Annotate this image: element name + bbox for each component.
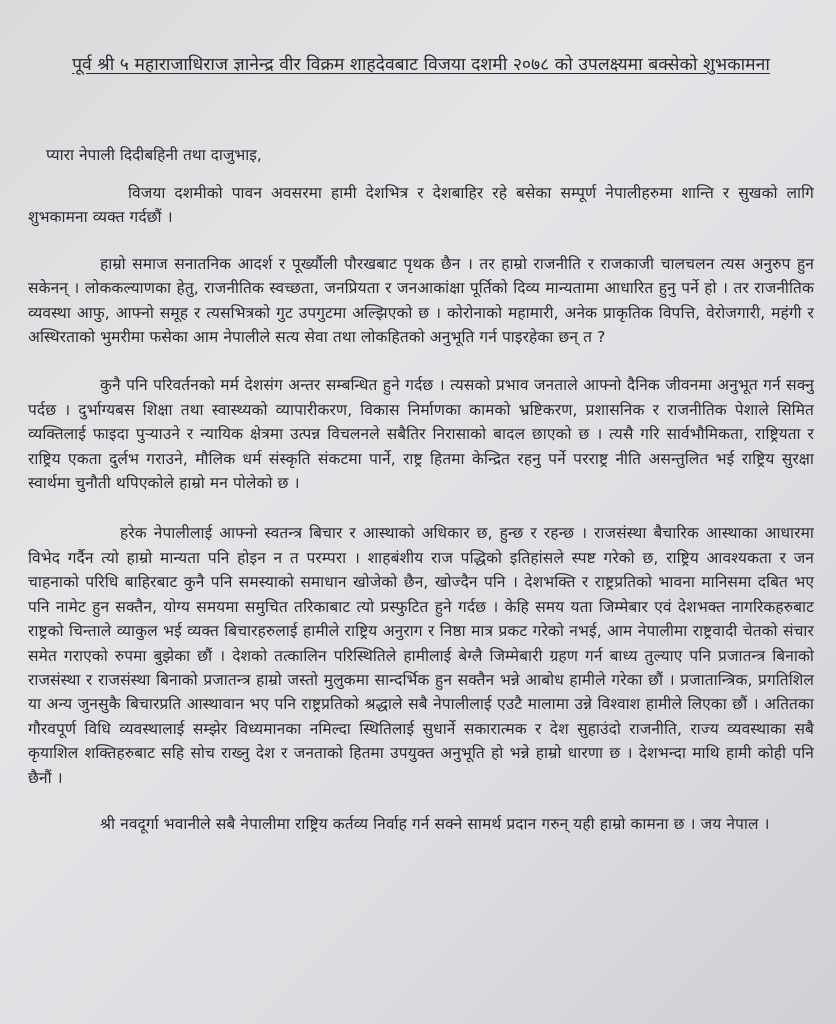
paragraph-monarchy: हरेक नेपालीलाई आफ्नो स्वतन्त्र बिचार र आस्थाको अधिकार छ, हुन्छ र रहन्छ । राजसंस्था बैचारिक आस्थाका आधारमा विभेद गर्दैन त्यो हाम्रो मान्यता पनि होइन न त परम्परा । शाहबंशीय राज पद्धिको इतिहांसले स्पष्ट गरेको छ, राष्ट्रिय आवश्यकता र जन चाहनाको परिधि बाहिरबाट कुनै पनि समस्याको समाधान खोजेको छैन, खोज्दैन पनि । देशभक्ति र राष्ट्रप्रतिको भावना मानिसमा दबित भए पनि नामेट हुन सक्तैन, योग्य समयमा समुचित तरिकाबाट त्यो प्रस्फुटित हुने गर्दछ । केहि समय यता जिम्मेबार एवं देशभक्त नागरिकहरुबाट राष्ट्रको चिन्ताले व्याकुल भई व्यक्त बिचारहरुलाई हामीले राष्ट्रिय अनुराग र निष्ठा मात्र प्रकट गरेको नभई, आम नेपालीमा राष्ट्रवादी चेतको संचार समेत गराएको रुपमा बुझेका छौं । देशको तत्कालिन परिस्थितिले हामीलाई बेग्लै जिम्मेबारी ग्रहण गर्न बाध्य तुल्याए पनि प्रजातन्त्र बिनाको राजसंस्था र राजसंस्था बिनाको प्रजातन्त्र हाम्रो जस्तो मुलुकमा सान्दर्भिक हुन सक्तैन भन्ने आबोध हामीले गरेका छौं । प्रजातान्त्रिक, प्रगतिशिल या अन्य जुनसुकै बिचारप्रति आस्थावान भए पनि राष्ट्रप्रतिको श्रद्धाले सबै नेपालीलाई एउटै मालामा उन्ने विश्वाश हामीले लिएका छौं । अतितका गौरवपूर्ण विधि व्यवस्थालाई सम्झेर विध्यमानका नमिल्दा स्थितिलाई सुधार्ने सकारात्मक र देश सुहाउंदो राजनीति, राज्य व्यवस्थाका सबै कृयाशिल शक्तिहरुबाट सहि सोच राख्नु देश र जनताको हितमा उपयुक्त अनुभूति हो भन्ने हाम्रो धारणा छ । देशभन्दा माथि हामी कोही पनि छैनौं । xyxy=(28,524,814,787)
paragraph-society: हाम्रो समाज सनातनिक आदर्श र पूर्ख्यौली पौरखबाट पृथक छैन । तर हाम्रो राजनीति र राजकाजी चालचलन त्यस अनुरुप हुन सकेनन् । लोककल्याणका हेतु, राजनीतिक स्वच्छता, जनप्रियता र जनआकांक्षा पूर्तिको दिव्य मान्यतामा आधारित हुनु पर्ने हो । तर राजनीतिक व्यवस्था आफु, आफ्नो समूह र त्यसभित्रको गुट उपगुटमा अल्झिएको छ । कोरोनाको महामारी, अनेक प्राकृतिक विपत्ति, वेरोजगारी, महंगी र अस्थिरताको भुमरीमा फसेका आम नेपालीले सत्य सेवा तथा लोकहितको अनुभूति गर्न पाइरहेका छन् त ? xyxy=(28,254,814,347)
paragraph-change: कुनै पनि परिवर्तनको मर्म देशसंग अन्तर सम्बन्धित हुने गर्दछ । त्यसको प्रभाव जनताले आफ्नो दैनिक जीवनमा अनुभूत गर्न सक्नु पर्दछ । दुर्भाग्यबस शिक्षा तथा स्वास्थ्यको व्यापारीकरण, विकास निर्माणका कामको भ्रष्टिकरण, प्रशासनिक र राजनीतिक पेशाले सिमित व्यक्तिलाई फाइदा पुर्‍याउने र न्यायिक क्षेत्रमा उत्पन्न विचलनले सबैतिर निरासाको बादल छाएको छ । त्यसै गरि सार्वभौमिकता, राष्ट्रियता र राष्ट्रिय एकता दुर्लभ गराउने, मौलिक धर्म संस्कृति संकटमा पार्ने, राष्ट्र हितमा केन्द्रित रहनु पर्ने परराष्ट्र नीति असन्तुलित भई राष्ट्रिय सुरक्षा स्वार्थमा चुनौती थपिएकोले हाम्रो मन पोलेको छ । xyxy=(28,376,814,493)
salutation: प्यारा नेपाली दिदीबहिनी तथा दाजुभाइ, xyxy=(46,146,262,164)
paragraph-greeting: विजया दशमीको पावन अवसरमा हामी देशभित्र र देशबाहिर रहे बसेका सम्पूर्ण नेपालीहरुमा शान्ति र सुखको लागि शुभकामना व्यक्त गर्दछौं । xyxy=(28,184,814,227)
paragraph-closing: श्री नवदूर्गा भवानीले सबै नेपालीमा राष्ट्रिय कर्तव्य निर्वाह गर्न सक्ने सामर्थ प्रदान गरुन् यही हाम्रो कामना छ । जय नेपाल । xyxy=(100,814,770,833)
letter-title: पूर्व श्री ५ महाराजाधिराज ज्ञानेन्द्र वीर विक्रम शाहदेवबाट विजया दशमी २०७८ को उपलक्ष्यमा बक्सेको शुभकामना xyxy=(72,55,770,75)
